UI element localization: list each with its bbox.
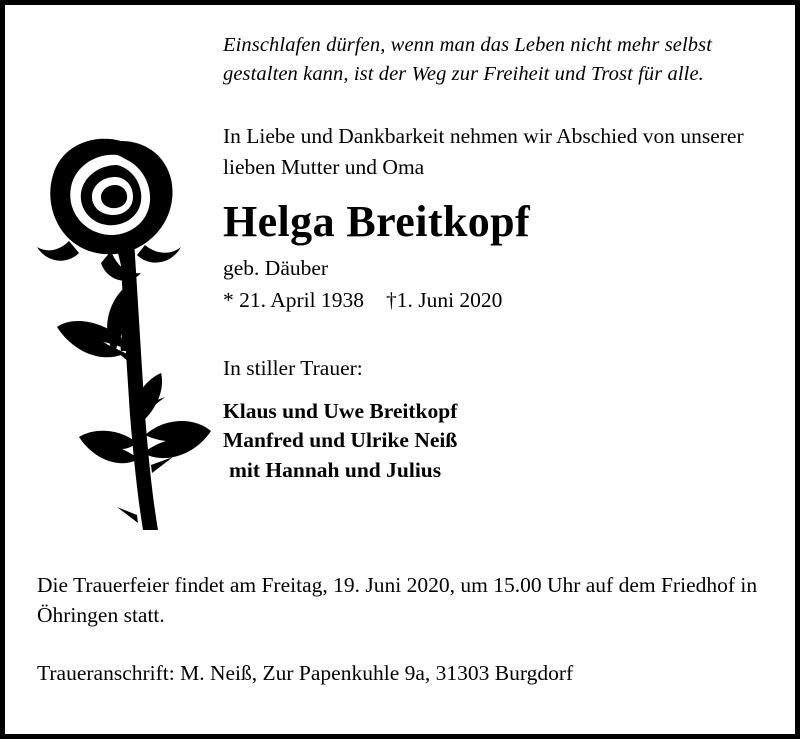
list-item: Manfred und Ulrike Neiß — [223, 428, 458, 453]
mourning-label: In stiller Trauer: — [223, 356, 363, 381]
obituary-inner — [5, 5, 795, 734]
rose-flower-illustration-icon — [25, 105, 215, 535]
memorial-quote: Einschlafen dürfen, wenn man das Leben nicht mehr selbst gestalten kann, ist der Weg zur Freiheit und Trost für alle. — [223, 34, 713, 86]
intro-text: In Liebe und Dankbarkeit nehmen wir Abschied von unserer lieben Mutter und Oma — [223, 124, 744, 179]
birth-date: * 21. April 1938 — [223, 288, 364, 313]
deceased-dates — [223, 283, 771, 315]
mourner-list — [223, 383, 771, 485]
obituary-text-column — [223, 31, 771, 485]
deceased-maiden-name: geb. Däuber — [223, 256, 329, 281]
ceremony-details: Die Trauerfeier findet am Freitag, 19. Juni 2020, um 15.00 Uhr auf dem Friedhof in Öhringen statt. — [37, 573, 758, 628]
obituary-footer — [37, 570, 771, 688]
deceased-name: Helga Breitkopf — [223, 196, 531, 246]
death-date: †1. Juni 2020 — [385, 288, 503, 313]
list-item: Klaus und Uwe Breitkopf — [223, 399, 458, 424]
condolence-address: Traueranschrift: M. Neiß, Zur Papenkuhle 9a, 31303 Burgdorf — [37, 661, 574, 686]
list-item: mit Hannah und Julius — [229, 457, 442, 482]
